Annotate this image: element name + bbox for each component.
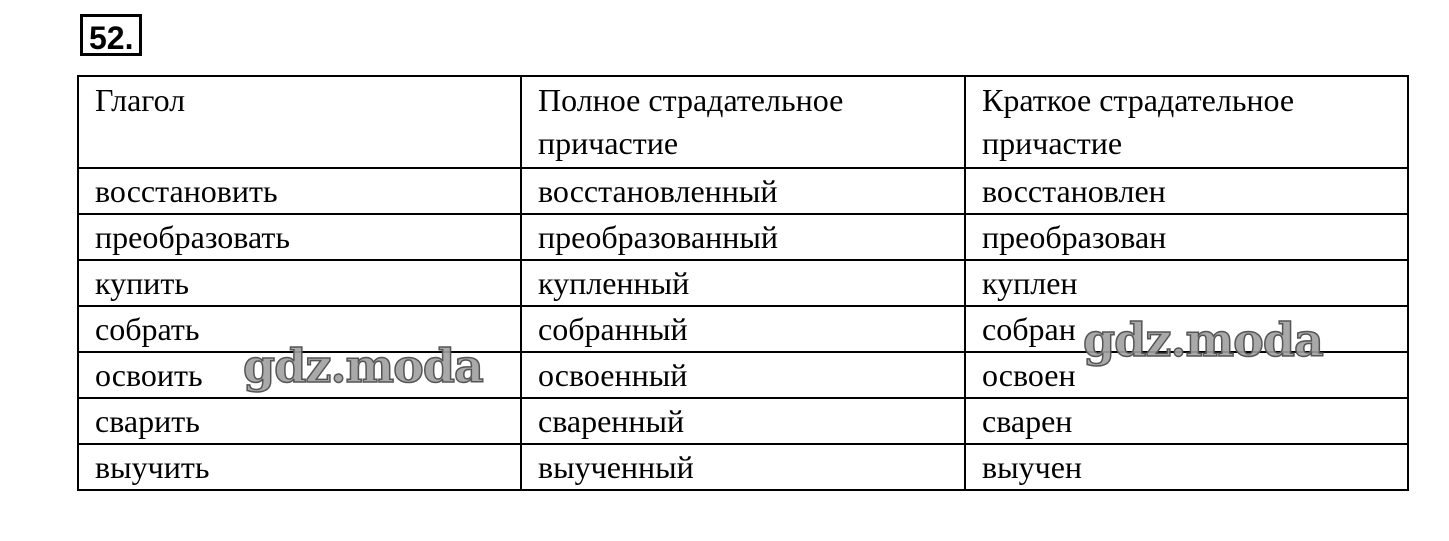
full-participle-cell: сваренный [521,398,965,444]
header-full-participle: Полное страдательное причастие [521,76,965,168]
table-row [78,398,1408,444]
header-verb: Глагол [78,76,521,168]
watermark-logo: gdz.moda [243,339,483,393]
short-participle-cell: выучен [965,444,1408,490]
verb-cell: собрать [78,306,521,352]
short-participle-cell: восстановлен [965,168,1408,214]
table-row [78,168,1408,214]
full-participle-cell: освоенный [521,352,965,398]
table-row [78,444,1408,490]
verb-cell: восстановить [78,168,521,214]
verb-cell: сварить [78,398,521,444]
short-participle-cell: преобразован [965,214,1408,260]
task-number: 52. [80,14,142,56]
table-row [78,352,1408,398]
short-participle-cell: куплен [965,260,1408,306]
full-participle-cell: преобразованный [521,214,965,260]
table-row [78,214,1408,260]
table-header-row [78,76,1408,168]
short-participle-cell: собран [965,306,1408,352]
full-participle-cell: собранный [521,306,965,352]
watermark-logo: gdz.moda [1083,313,1323,367]
participles-table [77,75,1409,491]
verb-cell: преобразовать [78,214,521,260]
full-participle-cell: выученный [521,444,965,490]
table-row [78,306,1408,352]
full-participle-cell: восстановленный [521,168,965,214]
short-participle-cell: освоен [965,352,1408,398]
header-short-participle: Краткое страдательное причастие [965,76,1408,168]
short-participle-cell: сварен [965,398,1408,444]
verb-cell: освоить [78,352,521,398]
table-row [78,260,1408,306]
full-participle-cell: купленный [521,260,965,306]
verb-cell: выучить [78,444,521,490]
verb-cell: купить [78,260,521,306]
